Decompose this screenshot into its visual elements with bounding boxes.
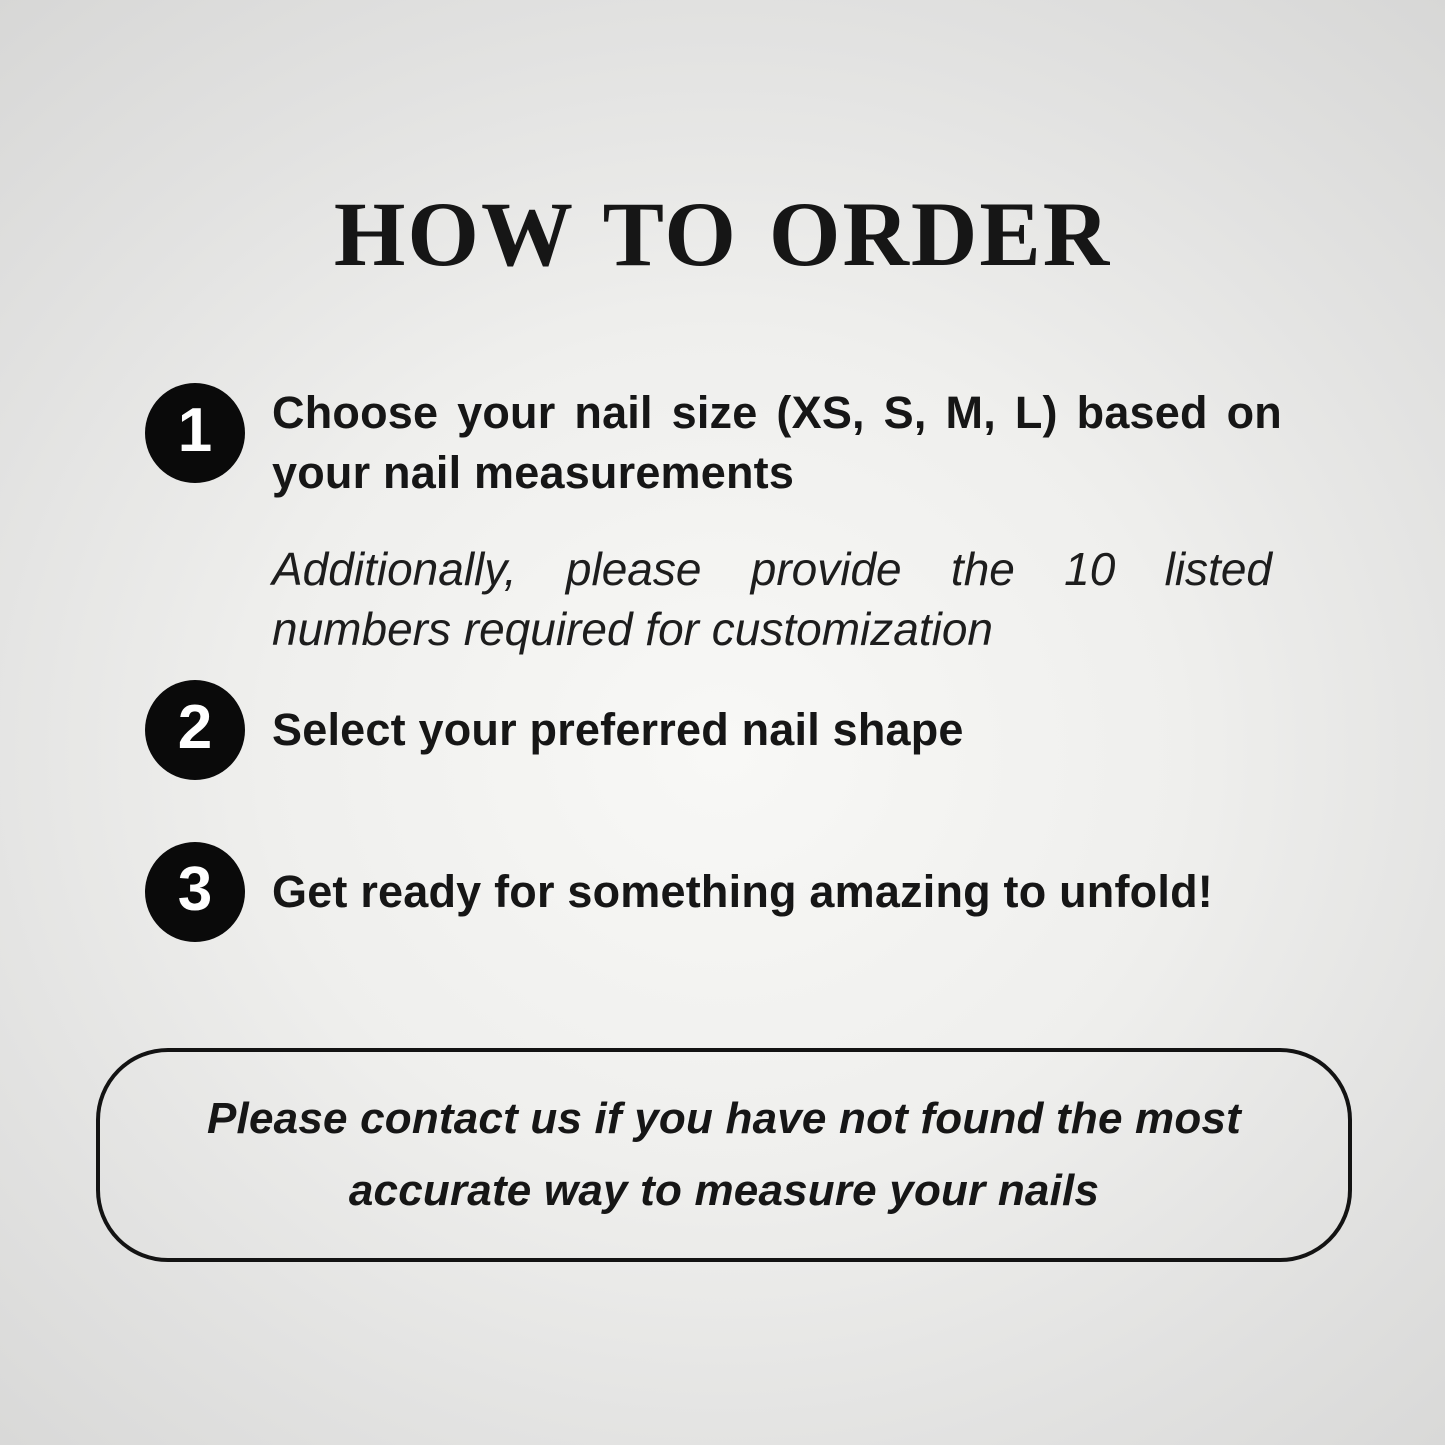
step-2 bbox=[145, 680, 1282, 780]
step-2-number: 2 bbox=[177, 693, 213, 762]
step-3-body bbox=[272, 842, 1282, 942]
step-3-number-badge bbox=[145, 842, 245, 942]
step-3 bbox=[145, 842, 1282, 942]
step-1-body bbox=[272, 383, 1282, 659]
step-2-body bbox=[272, 680, 1282, 780]
contact-note-box bbox=[96, 1048, 1352, 1262]
step-1 bbox=[145, 383, 1282, 659]
step-2-number-badge bbox=[145, 680, 245, 780]
step-3-number: 3 bbox=[177, 855, 213, 924]
contact-note: Please contact us if you have not found the most accurate way to measure your nails bbox=[207, 1094, 1241, 1215]
step-1-text: Choose your nail size (XS, S, M, L) based on your nail measurements bbox=[272, 387, 1282, 498]
step-1-note: Additionally, please provide the 10 listed numbers required for customization bbox=[272, 543, 1272, 655]
step-1-number: 1 bbox=[177, 396, 213, 465]
step-2-text: Select your preferred nail shape bbox=[272, 704, 964, 755]
page-title: HOW TO ORDER bbox=[333, 183, 1112, 285]
step-1-number-badge bbox=[145, 383, 245, 483]
step-3-text: Get ready for something amazing to unfold! bbox=[272, 866, 1213, 917]
